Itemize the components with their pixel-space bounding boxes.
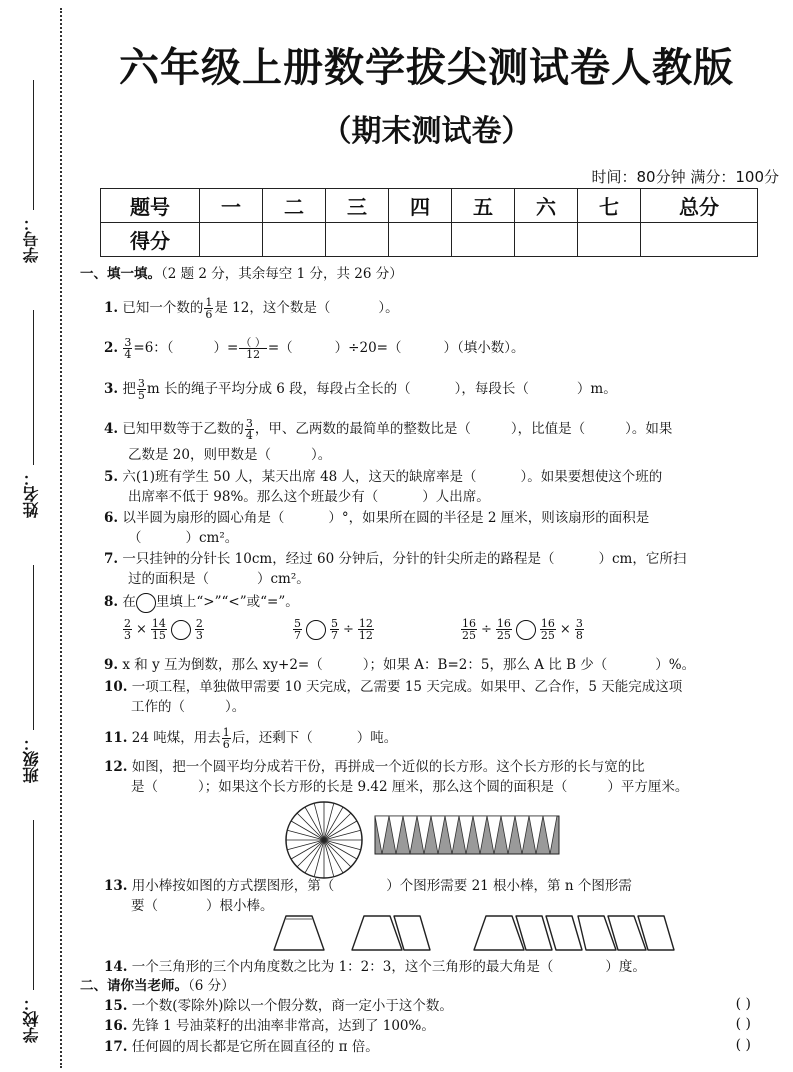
question-number: 10. bbox=[104, 679, 128, 695]
question-text: 工作的（ bbox=[131, 699, 185, 715]
question-text: 如图，把一个圆平均分成若干份，再拼成一个近似的长方形。这个长方形的长与宽的比 bbox=[131, 759, 645, 775]
question-text: =（ bbox=[267, 340, 293, 356]
denominator: 6 bbox=[205, 308, 213, 321]
compare-item-2 bbox=[292, 618, 375, 641]
numerator: 3 bbox=[575, 617, 583, 630]
question-text: ），每段长（ bbox=[454, 381, 529, 397]
denominator: 6 bbox=[222, 738, 230, 751]
numerator: 14 bbox=[151, 617, 166, 630]
numerator: 3 bbox=[137, 377, 145, 390]
question-text: 要（ bbox=[131, 898, 158, 914]
question-text: 24 吨煤，用去 bbox=[131, 730, 221, 746]
school-line[interactable] bbox=[33, 820, 34, 990]
question-text: =6：（ bbox=[133, 340, 174, 356]
header-cell: 二 bbox=[263, 189, 326, 223]
question-4-line-2 bbox=[128, 445, 331, 465]
denominator: 7 bbox=[294, 629, 301, 642]
question-6 bbox=[104, 508, 649, 528]
question-1 bbox=[104, 297, 399, 320]
fraction bbox=[123, 618, 132, 641]
section-note: （2 题 2 分，其余每空 1 分，共 26 分） bbox=[161, 266, 403, 282]
question-3 bbox=[104, 378, 617, 401]
question-5 bbox=[104, 467, 662, 487]
numerator: 12 bbox=[358, 617, 373, 630]
header-cell: 三 bbox=[326, 189, 389, 223]
question-number: 6. bbox=[104, 510, 119, 526]
question-text: 在 bbox=[122, 594, 136, 610]
question-text: 一项工程，单独做甲需要 10 天完成，乙需要 15 天完成。如果甲、乙合作，5 天能完成这项 bbox=[131, 679, 683, 695]
question-text: 六(1)班有学生 50 人，某天出席 48 人，这天的缺席率是（ bbox=[122, 469, 477, 485]
fraction bbox=[123, 337, 132, 360]
fraction bbox=[137, 378, 146, 401]
question-text: 一个三角形的三个内角度数之比为 1：2：3，这个三角形的最大角是（ bbox=[131, 959, 554, 975]
question-5-line-2 bbox=[128, 487, 490, 507]
header-cell: 七 bbox=[578, 189, 641, 223]
fraction bbox=[151, 618, 167, 641]
fraction bbox=[204, 297, 213, 320]
question-text: 已知一个数的 bbox=[122, 300, 204, 316]
operator: × bbox=[136, 622, 147, 637]
numerator: 1 bbox=[205, 296, 213, 309]
denominator: 12 bbox=[358, 629, 373, 642]
denominator: 25 bbox=[496, 629, 511, 642]
compare-item-1 bbox=[122, 618, 205, 641]
fraction bbox=[330, 618, 339, 641]
denominator: 5 bbox=[137, 389, 145, 402]
student-number-label: 学号： bbox=[22, 215, 41, 263]
row-label: 得分 bbox=[101, 223, 200, 257]
compare-circle-icon bbox=[136, 593, 156, 613]
score-table-score-row bbox=[101, 223, 758, 257]
fraction bbox=[222, 727, 231, 750]
denominator: 4 bbox=[245, 429, 253, 442]
header-cell: 六 bbox=[515, 189, 578, 223]
approx-rectangle-figure bbox=[374, 815, 560, 855]
question-text: 把 bbox=[122, 381, 136, 397]
compare-item-3 bbox=[460, 618, 585, 641]
operator: ÷ bbox=[481, 622, 492, 637]
name-line[interactable] bbox=[33, 310, 34, 465]
numerator: 3 bbox=[245, 417, 253, 430]
question-number: 8. bbox=[104, 594, 119, 610]
section-2-heading bbox=[80, 976, 235, 996]
question-text: ）。如果要想使这个班的 bbox=[520, 469, 663, 485]
question-text: ）（填小数）。 bbox=[443, 340, 525, 356]
denominator: 7 bbox=[331, 629, 338, 642]
header-cell: 题号 bbox=[101, 189, 200, 223]
question-text: 后，还剩下（ bbox=[231, 730, 313, 746]
score-cell[interactable] bbox=[263, 223, 326, 257]
judgment-answer-box[interactable]: ( ) bbox=[735, 996, 751, 1012]
section-note: （6 分） bbox=[188, 978, 235, 994]
question-text: ）= bbox=[213, 340, 239, 356]
question-text: 过的面积是（ bbox=[128, 571, 209, 587]
question-text: 任何圆的周长都是它所在圆直径的 π 倍。 bbox=[131, 1039, 379, 1055]
denominator: 3 bbox=[195, 629, 203, 642]
question-13-line-2 bbox=[131, 896, 274, 916]
question-text: ）根小棒。 bbox=[206, 898, 274, 914]
question-number: 5. bbox=[104, 469, 119, 485]
compare-circle[interactable] bbox=[171, 620, 191, 640]
question-17 bbox=[104, 1037, 379, 1057]
question-13 bbox=[104, 876, 632, 896]
numerator: 16 bbox=[540, 617, 555, 630]
question-7-line-2 bbox=[128, 569, 310, 589]
question-text: ）。如果 bbox=[625, 421, 673, 437]
question-text: 里填上“>”“<”或“=”。 bbox=[155, 594, 299, 610]
fraction bbox=[195, 618, 204, 641]
fraction bbox=[358, 618, 374, 641]
divided-circle-figure bbox=[284, 800, 364, 880]
compare-circle[interactable] bbox=[306, 620, 326, 640]
question-number: 14. bbox=[104, 959, 128, 975]
question-text: 乙数是 20，则甲数是（ bbox=[128, 447, 271, 463]
time-info: 时间：80分钟 满分：100分 bbox=[591, 168, 779, 186]
question-number: 4. bbox=[104, 421, 119, 437]
question-text: ）cm，它所扫 bbox=[598, 551, 687, 567]
question-text: ）度。 bbox=[605, 959, 646, 975]
fraction bbox=[461, 618, 477, 641]
cut-line bbox=[60, 8, 62, 1068]
question-text: ，甲、乙两数的最简单的整数比是（ bbox=[254, 421, 471, 437]
fraction bbox=[293, 618, 302, 641]
denominator: 25 bbox=[540, 629, 555, 642]
question-number: 13. bbox=[104, 878, 128, 894]
question-7 bbox=[104, 549, 686, 569]
compare-circle[interactable] bbox=[516, 620, 536, 640]
question-12-line-2 bbox=[131, 777, 688, 797]
question-number: 3. bbox=[104, 381, 119, 397]
page-subtitle: （期末测试卷） bbox=[321, 114, 532, 149]
question-number: 9. bbox=[104, 657, 119, 673]
question-11 bbox=[104, 727, 397, 750]
score-cell[interactable] bbox=[515, 223, 578, 257]
question-text: ）m。 bbox=[576, 381, 617, 397]
denominator: 25 bbox=[462, 629, 476, 642]
school-label: 学校： bbox=[22, 995, 41, 1043]
question-text: 先锋 1 号油菜籽的出油率非常高，达到了 100%。 bbox=[131, 1018, 435, 1034]
numerator: 16 bbox=[462, 617, 476, 630]
fraction bbox=[239, 337, 267, 360]
score-cell[interactable] bbox=[578, 223, 641, 257]
numerator: 2 bbox=[195, 617, 203, 630]
fraction bbox=[496, 618, 512, 641]
class-label: 班级： bbox=[22, 735, 41, 783]
denominator: 8 bbox=[575, 629, 583, 642]
question-text: ）吨。 bbox=[356, 730, 398, 746]
fraction bbox=[245, 418, 254, 441]
question-text: ）°，如果所在圆的半径是 2 厘米，则该扇形的面积是 bbox=[328, 510, 650, 526]
class-line[interactable] bbox=[33, 565, 34, 730]
page-title: 六年级上册数学拔尖测试卷人教版 bbox=[119, 45, 734, 91]
question-4 bbox=[104, 418, 672, 441]
denominator: 4 bbox=[124, 348, 132, 361]
name-label: 姓名： bbox=[22, 470, 41, 518]
question-number: 7. bbox=[104, 551, 119, 567]
question-number: 15. bbox=[104, 998, 128, 1014]
question-text: ）%。 bbox=[655, 657, 696, 673]
header-cell: 四 bbox=[389, 189, 452, 223]
question-2 bbox=[104, 337, 524, 360]
question-text: 已知甲数等于乙数的 bbox=[122, 421, 244, 437]
question-number: 16. bbox=[104, 1018, 128, 1034]
question-8 bbox=[104, 592, 299, 613]
judgment-answer-box[interactable]: ( ) bbox=[735, 1037, 751, 1053]
question-text: ）个图形需要 21 根小棒，第 n 个图形需 bbox=[386, 878, 632, 894]
question-text: 一个数(零除外)除以一个假分数，商一定小于这个数。 bbox=[131, 998, 453, 1014]
numerator: 5 bbox=[294, 617, 301, 630]
question-number: 12. bbox=[104, 759, 128, 775]
numerator: 1 bbox=[222, 726, 230, 739]
question-text: m 长的绳子平均分成 6 段，每段占全长的（ bbox=[146, 381, 411, 397]
question-text: 以半圆为扇形的圆心角是（ bbox=[122, 510, 285, 526]
score-cell[interactable] bbox=[452, 223, 515, 257]
question-text: ）平方厘米。 bbox=[607, 779, 689, 795]
matchstick-figures bbox=[268, 912, 748, 954]
question-10 bbox=[104, 677, 682, 697]
question-text: ）。 bbox=[310, 447, 332, 463]
score-cell[interactable] bbox=[326, 223, 389, 257]
header-cell: 总分 bbox=[641, 189, 758, 223]
question-text: ）；如果 A：B=2：5，那么 A 比 B 少（ bbox=[362, 657, 608, 673]
section-title: 一、填一填。 bbox=[80, 266, 161, 282]
header-cell: 五 bbox=[452, 189, 515, 223]
question-9 bbox=[104, 655, 695, 675]
denominator: 3 bbox=[124, 629, 131, 642]
fraction bbox=[540, 618, 556, 641]
numerator: 2 bbox=[124, 617, 131, 630]
question-text: ）。 bbox=[378, 300, 399, 316]
question-text: ），比值是（ bbox=[510, 421, 586, 437]
question-6-line-2 bbox=[128, 528, 238, 548]
score-cell[interactable] bbox=[389, 223, 452, 257]
question-number: 1. bbox=[104, 300, 119, 316]
score-cell[interactable] bbox=[641, 223, 758, 257]
fraction bbox=[575, 618, 584, 641]
question-text: 用小棒按如图的方式摆图形，第（ bbox=[131, 878, 335, 894]
numerator: 16 bbox=[496, 617, 511, 630]
header-cell: 一 bbox=[200, 189, 263, 223]
question-number: 11. bbox=[104, 730, 128, 746]
numerator: 3 bbox=[124, 336, 132, 349]
question-text: ）cm²。 bbox=[185, 530, 239, 546]
section-1-heading bbox=[80, 264, 403, 284]
numerator: 5 bbox=[331, 617, 338, 630]
question-text: 出席率不低于 98%。那么这个班最少有（ bbox=[128, 489, 379, 505]
question-16 bbox=[104, 1016, 435, 1036]
numerator: （ ） bbox=[240, 336, 266, 349]
question-text: 一只挂钟的分针长 10cm，经过 60 分钟后，分针的针尖所走的路程是（ bbox=[122, 551, 555, 567]
question-14 bbox=[104, 957, 646, 977]
operator: × bbox=[559, 622, 571, 637]
denominator: 12 bbox=[246, 348, 261, 361]
question-text: 是（ bbox=[131, 779, 158, 795]
score-cell[interactable] bbox=[200, 223, 263, 257]
question-text: x 和 y 互为倒数，那么 xy+2=（ bbox=[122, 657, 323, 673]
question-text: ）；如果这个长方形的长是 9.42 厘米，那么这个圆的面积是（ bbox=[198, 779, 568, 795]
question-text: 是 12，这个数是（ bbox=[214, 300, 331, 316]
question-15 bbox=[104, 996, 453, 1016]
operator: ÷ bbox=[343, 622, 354, 637]
score-table bbox=[100, 188, 758, 257]
question-text: ）÷20=（ bbox=[334, 340, 402, 356]
question-text: ）人出席。 bbox=[422, 489, 490, 505]
question-text: ）。 bbox=[225, 699, 246, 715]
question-number: 2. bbox=[104, 340, 119, 356]
denominator: 15 bbox=[151, 629, 166, 642]
question-text: （ bbox=[128, 530, 142, 546]
question-12 bbox=[104, 757, 645, 777]
question-number: 17. bbox=[104, 1039, 128, 1055]
student-number-line[interactable] bbox=[33, 80, 34, 210]
score-table-header-row bbox=[101, 189, 758, 223]
judgment-answer-box[interactable]: ( ) bbox=[735, 1016, 751, 1032]
question-10-line-2 bbox=[131, 697, 245, 717]
section-title: 二、请你当老师。 bbox=[80, 978, 188, 994]
question-text: ）cm²。 bbox=[257, 571, 310, 587]
